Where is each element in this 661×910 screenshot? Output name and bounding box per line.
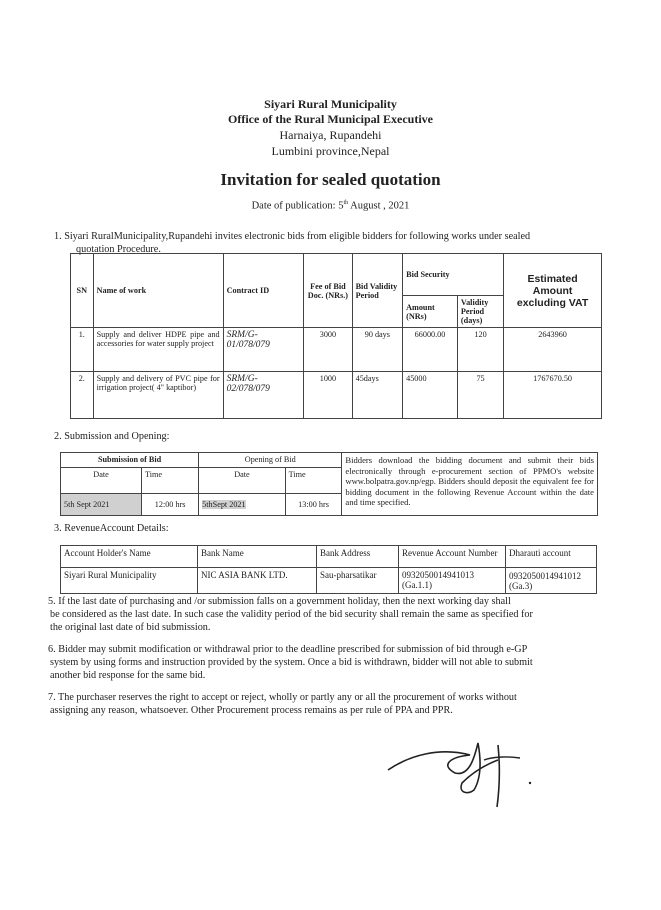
cell-contract: SRM/G-02/078/079 [223,372,304,419]
col-amount: Amount (NRs) [403,296,458,328]
table-row [71,328,602,372]
table-row [71,372,602,419]
cell-sn: 2. [71,372,94,419]
cell-sn: 1. [71,328,94,372]
col-sn: SN [71,254,94,328]
paragraph-7: 7. The purchaser reserves the right to accept or reject, wholly or partly any or all the procurement of works without assigning any reason, whatsoever. Other Procurement process remains as per rule of PPA and PPR. [48,692,517,716]
cell-amount: 66000.00 [403,328,458,372]
cell-sec-validity: 75 [457,372,503,419]
cell-fee: 1000 [304,372,352,419]
col-contract: Contract ID [223,254,304,328]
open-date-label: Date [199,468,286,494]
office-address: Harnaiya, Rupandehi [279,128,382,142]
cell-fee: 3000 [304,328,352,372]
col-name: Name of work [93,254,223,328]
sub-date-label: Date [61,468,142,494]
header-dharauti-account: Dharauti account [506,546,597,568]
works-table [70,253,602,419]
col-validity: Bid Validity Period [352,254,403,328]
paragraph-6: 6. Bidder may submit modification or withdrawal prior to the deadline prescribed for submission of bid through e-GP system by using forms and instruction provided by the system. Once a bid is withdrawn, bidder will not able to submit another bid response for the same bid. [48,644,533,681]
col-fee: Fee of Bid Doc. (NRs.) [304,254,352,328]
submission-table [60,452,598,516]
section3-heading: 3. RevenueAccount Details: [54,523,169,534]
open-time-label: Time [285,468,342,494]
submission-label: Submission of Bid [61,453,199,468]
cell-contract: SRM/G-01/078/079 [223,328,304,372]
sub-time-label: Time [142,468,199,494]
cell-sec-validity: 120 [457,328,503,372]
cell-validity: 90 days [352,328,403,372]
submission-date: 5th Sept 2021 [61,494,142,516]
cell-account-holder: Siyari Rural Municipality [61,568,198,594]
section1-text: 1. Siyari RuralMunicipality,Rupandehi invites electronic bids from eligible bidders for following works under sealed quotation Procedure. [54,231,531,255]
opening-date: 5thSept 2021 [202,500,246,509]
revenue-table [60,545,597,594]
submission-time: 12:00 hrs [142,494,199,516]
office-name: Office of the Rural Municipal Executive [228,112,433,126]
publication-date: Date of publication: 5th August , 2021 [251,200,410,212]
bid-instructions: Bidders download the bidding document and submit their bids electronically through e-procurement section of PPMO's website www.bolpatra.gov.np/egp. Bidders should deposit the equivalent fee for bidding document in the following Revenue Account within the date and time specified. [342,453,598,516]
signature [380,735,550,815]
cell-validity: 45days [352,372,403,419]
section2-heading: 2. Submission and Opening: [54,431,170,442]
cell-amount: 45000 [403,372,458,419]
col-security: Bid Security [403,254,504,296]
header-bank-name: Bank Name [198,546,317,568]
cell-revenue-account: 0932050014941013 (Ga.1.1) [399,568,506,594]
cell-dharauti-account: 0932050014941012 (Ga.3) [506,568,597,594]
cell-estimated: 1767670.50 [504,372,602,419]
header-account-holder: Account Holder's Name [61,546,198,568]
cell-bank-name: NIC ASIA BANK LTD. [198,568,317,594]
office-province: Lumbini province,Nepal [271,144,390,158]
table-row [61,568,597,594]
cell-name: Supply and delivery of PVC pipe for irrigation project( 4" kaptibor) [93,372,223,419]
col-sec-validity: Validity Period (days) [457,296,503,328]
opening-label: Opening of Bid [199,453,342,468]
opening-time: 13:00 hrs [285,494,342,516]
municipality-name: Siyari Rural Municipality [264,97,397,111]
paragraph-5: 5. If the last date of purchasing and /or submission falls on a government holiday, then the next working day shall be considered as the last date. In such case the validity period of the bid security shall remain the same as specified for the original last date of bid submission. [48,596,533,633]
page-title: Invitation for sealed quotation [220,170,441,189]
col-estimated: Estimated Amount excluding VAT [504,254,602,328]
cell-name: Supply and deliver HDPE pipe and accessories for water supply project [93,328,223,372]
cell-bank-address: Sau-pharsatikar [317,568,399,594]
header-revenue-account: Revenue Account Number [399,546,506,568]
cell-estimated: 2643960 [504,328,602,372]
header-bank-address: Bank Address [317,546,399,568]
